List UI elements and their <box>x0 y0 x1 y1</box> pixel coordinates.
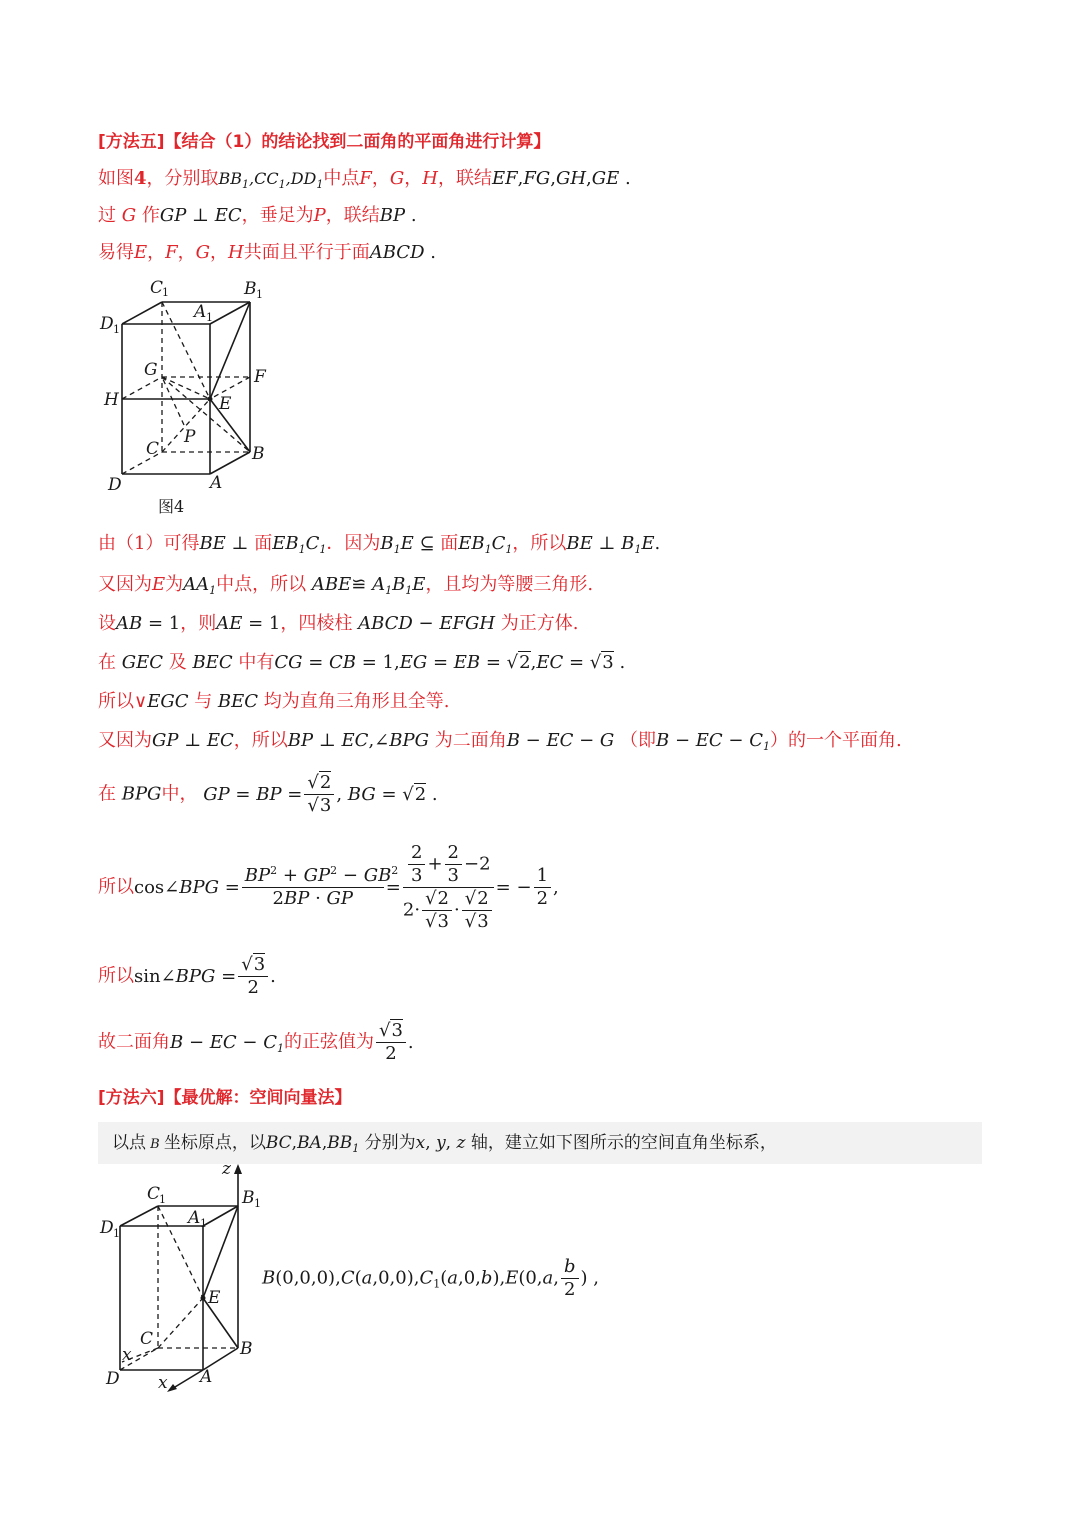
svg-text:z: z <box>222 1160 231 1179</box>
method6-tag: [方法六] <box>98 1088 165 1108</box>
text: ，则 <box>180 613 217 634</box>
svg-text:C: C <box>147 1184 161 1204</box>
method5-title: 【结合（1）的结论找到二面角的平面角进行计算】 <box>164 132 551 152</box>
svg-text:E: E <box>208 1288 221 1308</box>
coordinates-of-points: $B(0,0,0),C(a,0,0),C_1(a,0,b),E(0,a$, $\frac{b}{2}$ ) , <box>262 1256 599 1300</box>
svg-text:1: 1 <box>162 286 169 299</box>
text: 在 <box>98 652 116 673</box>
svg-text:1: 1 <box>200 1217 207 1230</box>
line-cos: 所以cos∠BPG = $\frac{BP^2 + GP^2 - GB^2}{2BP \cdot GP}$ = $\frac{2}{3}$ + $\frac{2}{3}$ −2 2· $\frac{√2}{√3}$ · $\frac{√2}{√3}$ = − $\frac{1}{2}$ , <box>98 842 559 932</box>
svg-text:B: B <box>240 1339 253 1359</box>
svg-text:P: P <box>184 427 196 447</box>
line-right-triangles: 所以∨EGC 与 BEC 均为直角三角形且全等. <box>98 691 450 712</box>
svg-text:D: D <box>100 1218 114 1238</box>
svg-text:1: 1 <box>206 311 213 324</box>
line-conclusion: 故二面角B − EC − $C_1$的正弦值为 $\frac{√3}{2}$ . <box>98 1020 414 1064</box>
text: 为 <box>165 574 184 595</box>
svg-text:1: 1 <box>113 1227 120 1240</box>
line-take-midpoints: 如图4，分别取$BB_1,CC_1,DD_1$中点F，G，H，联结EF,FG,GH,GE . <box>98 168 631 191</box>
figure-caption: 图4 <box>158 497 185 516</box>
svg-text:D: D <box>100 314 114 334</box>
method6-title: 【最优解：空间向量法】 <box>164 1088 352 1108</box>
text: ，联结 <box>325 205 380 226</box>
text: 中点 <box>323 168 360 189</box>
line-lengths: 在 GEC 及 BEC 中有CG = CB = 1,EG = EB = √2,EC = √3 . <box>98 652 626 673</box>
coordinate-cube-figure <box>96 1160 266 1392</box>
method5-heading <box>98 130 550 154</box>
text: 的正弦值为 <box>283 1031 374 1053</box>
line-sin: 所以sin∠BPG = $\frac{√3}{2}$ . <box>98 954 276 998</box>
text: 所以∨ <box>98 691 148 712</box>
svg-text:A: A <box>194 302 207 322</box>
text: 易得 <box>98 242 134 263</box>
svg-text:H: H <box>104 390 119 410</box>
text: ，所以 <box>233 730 288 751</box>
text: 设 <box>98 613 116 634</box>
text: 中， <box>161 783 198 805</box>
cube-figure-4 <box>96 276 286 516</box>
svg-text:A: A <box>200 1367 213 1387</box>
method6-heading <box>98 1086 352 1110</box>
svg-text:D: D <box>106 1369 120 1389</box>
line-be-perp: 由（1）可得BE ⊥ 面$EB_1C_1$．因为$B_1E$ ⊆ 面$EB_1C_1$，所以BE ⊥ $B_1E$. <box>98 533 661 556</box>
text: 作 <box>141 205 160 226</box>
text: 为二面角 <box>434 730 507 751</box>
text: 中点，所以 <box>216 574 307 595</box>
text: 在 <box>98 783 116 805</box>
text: ，联结 <box>437 168 492 189</box>
text: 为正方体. <box>500 613 579 634</box>
text: 面 <box>254 533 273 554</box>
line-coplanar: 易得E，F，G，H共面且平行于面ABCD . <box>98 242 436 263</box>
text: ，分别取 <box>146 168 219 189</box>
line-bpg-lengths: 在 BPG中， GP = BP = $\frac{√2}{√3}$ , BG = √2 . <box>98 772 438 816</box>
line-plane-angle: 又因为GP ⊥ EC，所以BP ⊥ EC,∠BPG 为二面角B − EC − G （即B − EC − $C_1$）的一个平面角. <box>98 730 902 753</box>
method5-tag: [方法五] <box>98 132 165 152</box>
text: 中有 <box>238 652 275 673</box>
svg-text:1: 1 <box>159 1193 166 1206</box>
text: 以点 <box>112 1133 146 1153</box>
figure-number: 4 <box>134 168 147 189</box>
text: ，所以 <box>512 533 567 554</box>
text: 如图 <box>98 168 134 189</box>
svg-text:E: E <box>219 394 232 414</box>
svg-text:A: A <box>188 1208 201 1228</box>
line-perpendicular: 过 G 作GP ⊥ EC，垂足为P，联结BP . <box>98 205 417 226</box>
text: 与 <box>194 691 213 712</box>
line-congruent: 又因为E为$AA_1$中点，所以 ABE≌ $A_1B_1E$，且均为等腰三角形. <box>98 574 594 597</box>
svg-text:1: 1 <box>256 288 263 301</box>
svg-text:x: x <box>122 1345 132 1365</box>
text: ，四棱柱 <box>280 613 353 634</box>
text: 所以 <box>98 965 134 987</box>
text: 均为直角三角形且全等. <box>263 691 450 712</box>
text: 共面且平行于面 <box>243 242 370 263</box>
svg-text:B: B <box>252 444 265 464</box>
line-coordinate-setup: 以点 B 坐标原点，以$BC,BA,BB_1$ 分别为x, y, z 轴，建立如下图所示的空间直角坐标系， <box>112 1133 777 1155</box>
svg-text:G: G <box>144 360 158 380</box>
text: 及 <box>168 652 187 673</box>
svg-text:1: 1 <box>113 323 120 336</box>
svg-text:B: B <box>244 279 257 299</box>
text: ，且均为等腰三角形. <box>425 574 594 595</box>
line-set-ab: 设AB = 1，则AE = 1，四棱柱 ABCD − EFGH 为正方体. <box>98 613 579 634</box>
svg-text:F: F <box>254 367 266 387</box>
text: ，垂足为 <box>241 205 314 226</box>
svg-text:B: B <box>242 1188 255 1208</box>
svg-text:C: C <box>140 1329 154 1349</box>
svg-text:A: A <box>210 473 223 493</box>
text: 面 <box>440 533 459 554</box>
svg-text:1: 1 <box>254 1197 261 1210</box>
text: 分别为 <box>364 1133 416 1153</box>
text: 又因为 <box>98 730 152 751</box>
svg-text:C: C <box>146 439 160 459</box>
text: ．因为 <box>326 533 381 554</box>
text: 过 <box>98 205 116 226</box>
text: 坐标原点，以 <box>163 1133 266 1153</box>
text: 所以 <box>98 876 134 898</box>
text: 故二面角 <box>98 1031 170 1053</box>
text: 轴，建立如下图所示的空间直角坐标系， <box>470 1133 777 1153</box>
svg-text:C: C <box>150 278 164 298</box>
text: （即 <box>620 730 656 751</box>
text: ）的一个平面角. <box>769 730 902 751</box>
text: 由（1）可得 <box>98 533 200 554</box>
text: 又因为 <box>98 574 152 595</box>
svg-text:x: x <box>158 1373 168 1392</box>
svg-text:D: D <box>108 475 122 495</box>
